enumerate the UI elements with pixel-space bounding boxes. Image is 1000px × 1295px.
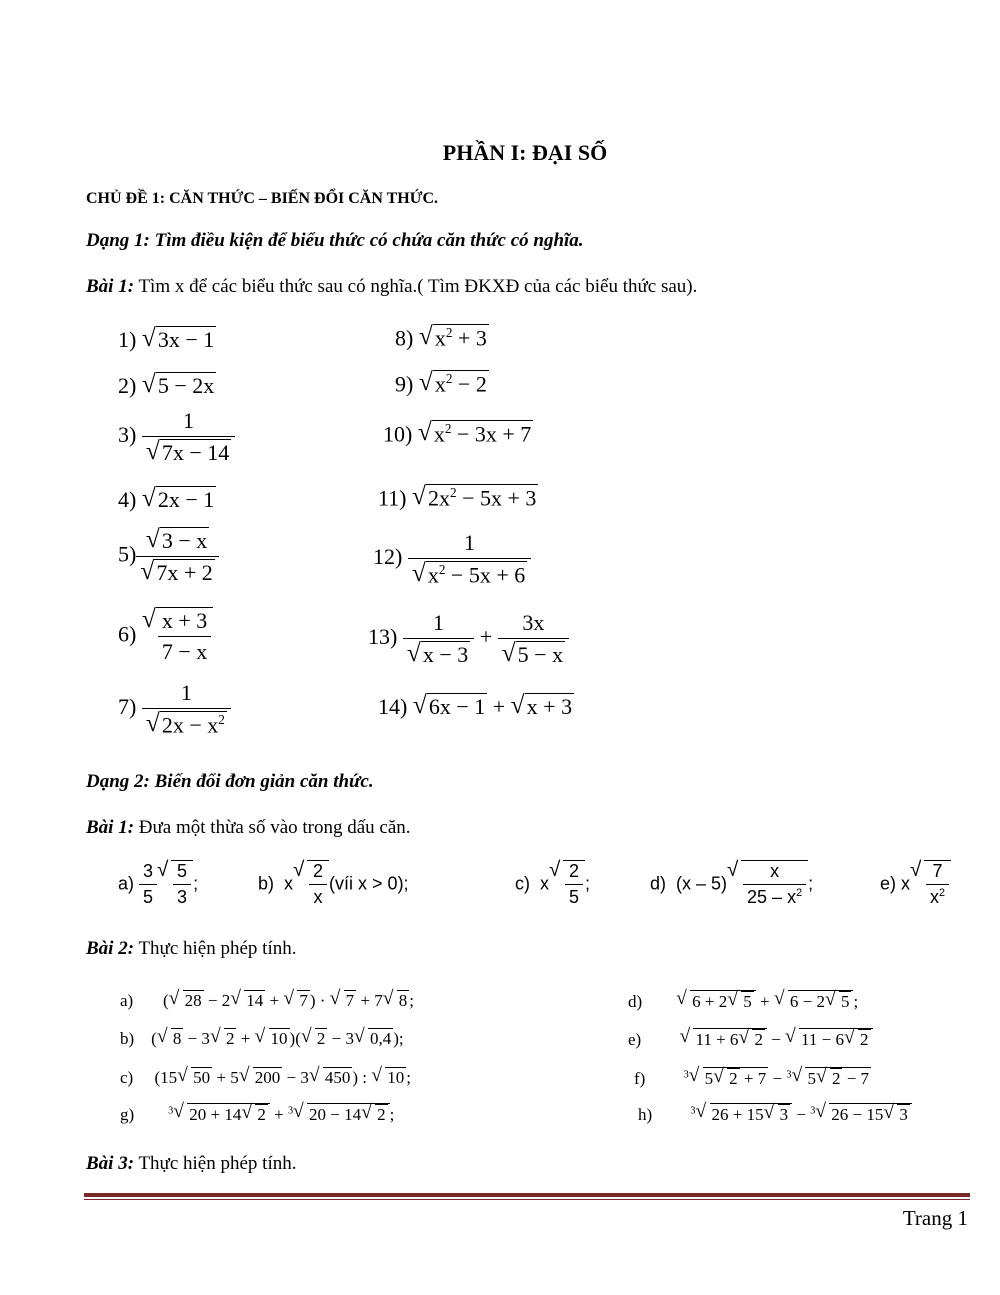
calc-c: c) (15√ 50 + 5√ 200 − 3√ 450 ) : √ 10 ;: [120, 1067, 411, 1088]
calc-b: b) (√ 8 − 3√ 2 + √ 10 )(√ 2 − 3√ 0,4 );: [120, 1028, 404, 1049]
exercise-label: Bài 2:: [86, 938, 135, 959]
section-heading-dang1: Dạng 1: Tìm điều kiện để biểu thức có chứa căn thức có nghĩa.: [86, 230, 584, 251]
exercise-text: Thực hiện phép tính.: [134, 1153, 297, 1174]
page-number: Trang 1: [902, 1206, 968, 1230]
calc-f: f) $^3$√ 5√ 2 + 7 − $^3$√ 5√ 2 − 7: [634, 1067, 871, 1089]
expression-11: 11) √ $2x^2 - 5x + 3$: [378, 484, 538, 511]
factor-b: b) x √ $\frac{2}{x}$ (víi x > 0);: [258, 860, 409, 908]
expression-9: 9) √ $x^2 - 2$: [395, 370, 489, 397]
exercise-heading-d2-bai3: [86, 1153, 296, 1175]
expression-2: 2) √ 5 − 2x: [118, 372, 216, 399]
exercise-text: Tìm x để các biểu thức sau có nghĩa.( Tìm ĐKXĐ của các biểu thức sau).: [134, 276, 698, 297]
exercise-text: Thực hiện phép tính.: [134, 938, 297, 959]
factor-e: e) x √ $\frac{7}{x^2}$: [880, 860, 951, 908]
expression-12: 12) 1 √ $x^2 - 5x + 6$: [373, 530, 531, 588]
expression-13: 13) 1 √ x − 3 + 3x √ 5 − x: [368, 610, 569, 668]
topic-heading: CHỦ ĐỀ 1: CĂN THỨC – BIẾN ĐỔI CĂN THỨC.: [86, 190, 439, 207]
page-title: PHẦN I: ĐẠI SỐ: [442, 140, 608, 165]
exercise-heading-d2-bai1: [86, 817, 411, 839]
calc-a: a) (√ 28 − 2√ 14 + √ 7 ) · √ 7 + 7√ 8 ;: [120, 990, 414, 1011]
exercise-label: Bài 1:: [86, 817, 135, 838]
expression-8: 8) √ $x^2 + 3$: [395, 324, 489, 351]
calc-h: h) $^3$√ 26 + 15√ 3 − $^3$√ 26 − 15√ 3: [638, 1103, 912, 1125]
expression-4: 4) √ 2x − 1: [118, 486, 216, 513]
exercise-text: Đưa một thừa số vào trong dấu căn.: [134, 817, 411, 838]
footer-rule-thin: [84, 1199, 970, 1200]
expression-5: 5) √ 3 − x √ 7x + 2: [118, 527, 219, 586]
calc-e: e) √ 11 + 6√ 2 − √ 11 − 6√ 2: [628, 1028, 873, 1050]
expression-3: 3) 1 √ 7x − 14: [118, 408, 235, 466]
exercise-label: Bài 1:: [86, 276, 135, 297]
expression-6: 6) √ $\frac{x + 3}{7 - x}$: [118, 607, 213, 665]
exercise-heading-d2-bai2: [86, 938, 296, 960]
expression-7: 7) 1 √ $2x - x^2$: [118, 680, 231, 738]
section-heading-dang2: Dạng 2: Biến đổi đơn giản căn thức.: [86, 771, 374, 792]
footer-rule-thick: [84, 1193, 970, 1197]
calc-g: g) $^3$√ 20 + 14√ 2 + $^3$√ 20 − 14√ 2 ;: [120, 1103, 394, 1125]
factor-d: d) (x – 5) √ $\frac{x}{25 - x^2}$ ;: [650, 860, 813, 908]
expression-1: 1) √ 3x − 1: [118, 326, 216, 353]
factor-c: c) x √ $\frac{2}{5}$ ;: [515, 860, 590, 908]
exercise-heading-bai1: [86, 276, 697, 298]
exercise-label: Bài 3:: [86, 1153, 135, 1174]
expression-10: 10) √ $x^2 - 3x + 7$: [383, 420, 533, 447]
expression-14: 14) √ 6x − 1 + √ x + 3: [378, 693, 574, 720]
factor-a: a) $\frac{3}{5}$ √ $\frac{5}{3}$ ;: [118, 860, 198, 908]
calc-d: d) √ 6 + 2√ 5 + √ 6 − 2√ 5 ;: [628, 990, 858, 1012]
